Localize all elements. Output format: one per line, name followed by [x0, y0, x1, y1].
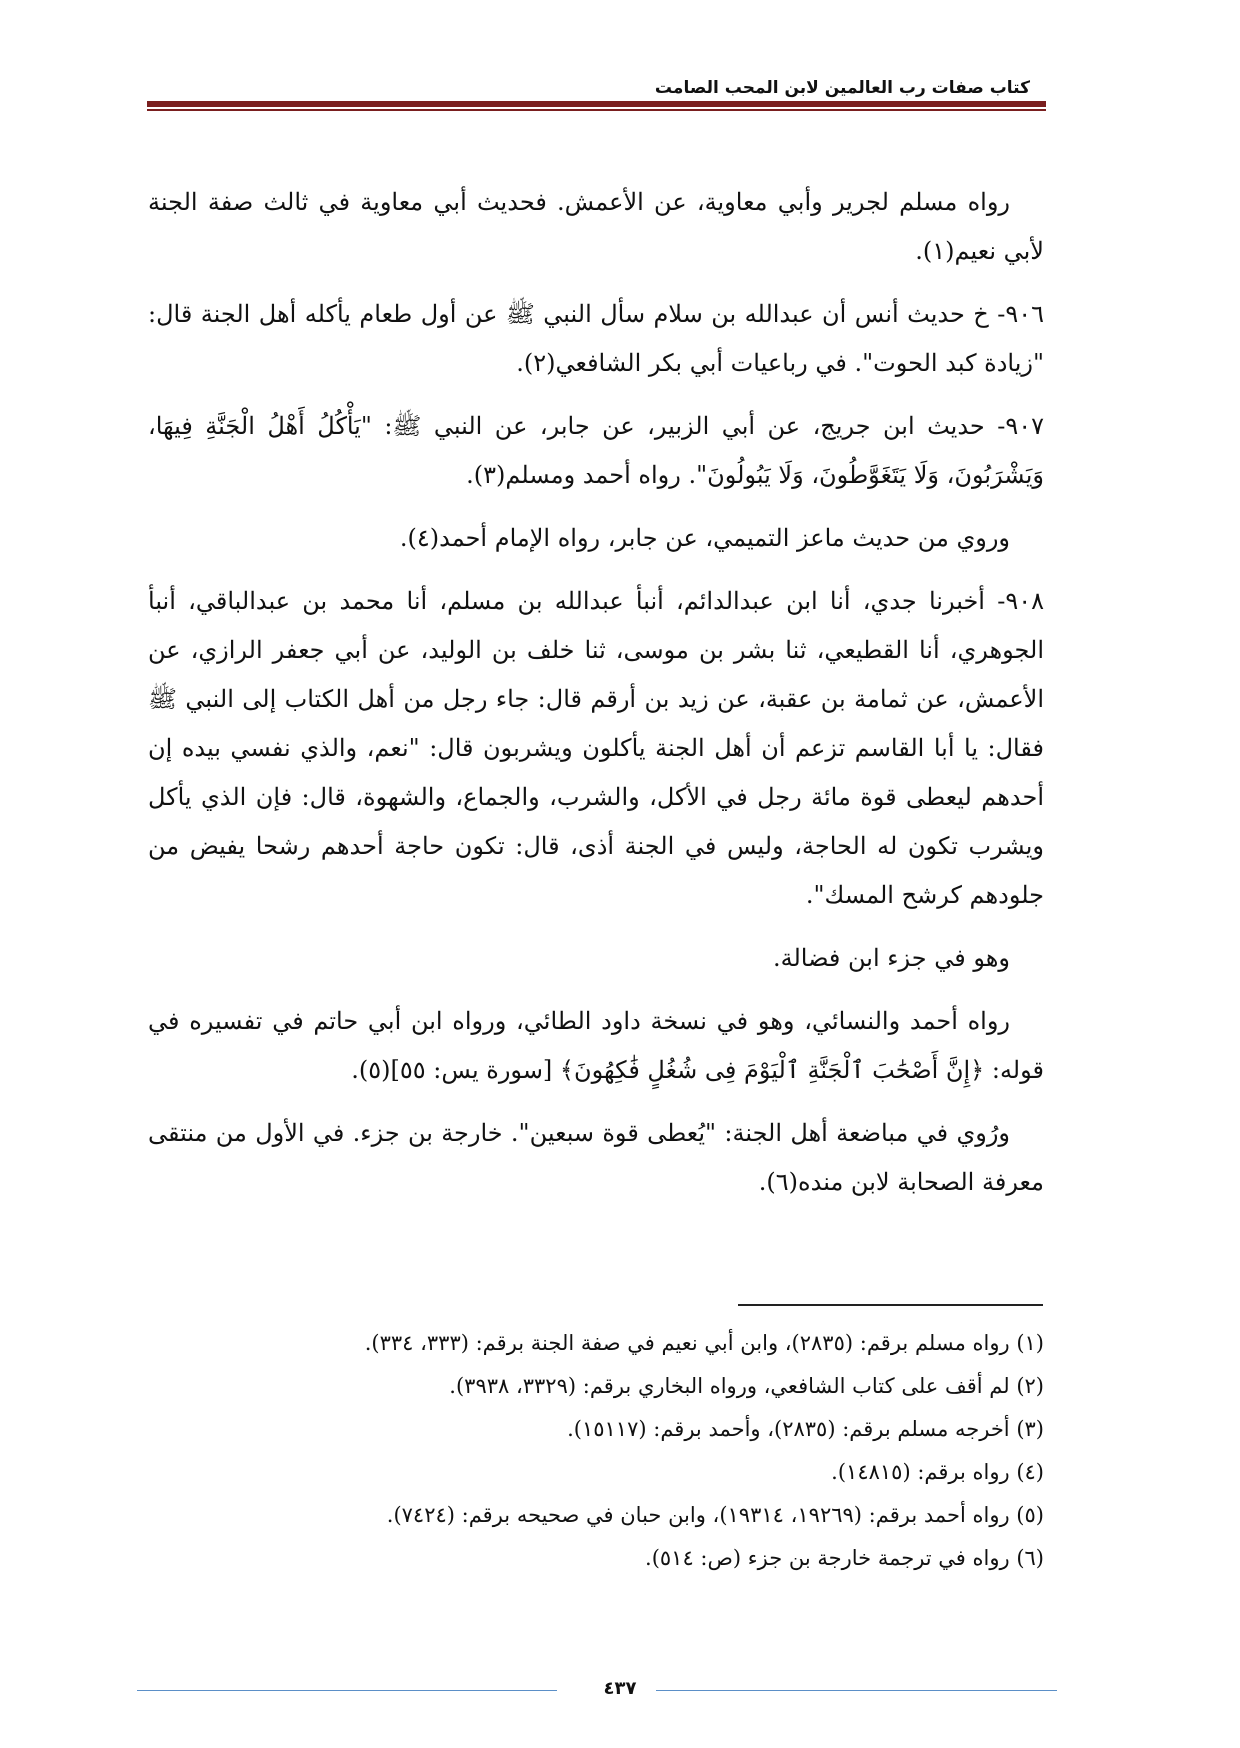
footer-rule-left	[137, 1690, 557, 1691]
footnote: (٦) رواه في ترجمة خارجة بن جزء (ص: ٥١٤).	[645, 1546, 1044, 1570]
footnotes-section	[184, 1322, 1044, 1580]
paragraph: ٩٠٦- خ حديث أنس أن عبدالله بن سلام سأل النبي ﷺ عن أول طعام يأكله أهل الجنة قال: "زيادة كبد الحوت". في رباعيات أبي بكر الشافعي(٢).	[148, 300, 1044, 377]
footnote: (٢) لم أقف على كتاب الشافعي، ورواه البخاري برقم: (٣٣٢٩، ٣٩٣٨).	[449, 1374, 1044, 1398]
footnote: (٤) رواه برقم: (١٤٨١٥).	[831, 1460, 1044, 1484]
page-number: ٤٣٧	[584, 1678, 656, 1699]
paragraph: ٩٠٧- حديث ابن جريج، عن أبي الزبير، عن جابر، عن النبي ﷺ: "يَأْكُلُ أَهْلُ الْجَنَّةِ فِيهَا، وَيَشْرَبُونَ، وَلَا يَتَغَوَّطُونَ، وَلَا يَبُولُونَ". رواه أحمد ومسلم(٣).	[148, 412, 1044, 489]
footnote: (٣) أخرجه مسلم برقم: (٢٨٣٥)، وأحمد برقم: (١٥١١٧).	[567, 1417, 1044, 1441]
footnote-separator	[738, 1304, 1043, 1306]
paragraph: ورُوي في مباضعة أهل الجنة: "يُعطى قوة سبعين". خارجة بن جزء. في الأول من منتقى معرفة الصحابة لابن منده(٦).	[148, 1119, 1044, 1196]
paragraph: رواه مسلم لجرير وأبي معاوية، عن الأعمش. فحديث أبي معاوية في ثالث صفة الجنة لأبي نعيم(١).	[148, 188, 1044, 265]
main-text-body	[148, 178, 1044, 1221]
paragraph: وهو في جزء ابن فضالة.	[772, 944, 1010, 972]
paragraph: وروي من حديث ماعز التميمي، عن جابر، رواه الإمام أحمد(٤).	[399, 524, 1010, 552]
footnote: (٥) رواه أحمد برقم: (١٩٢٦٩، ١٩٣١٤)، وابن حبان في صحيحه برقم: (٧٤٢٤).	[386, 1503, 1044, 1527]
header-rule-thick	[147, 101, 1046, 107]
footer-rule-right	[637, 1690, 1057, 1691]
paragraph: رواه أحمد والنسائي، وهو في نسخة داود الطائي، ورواه ابن أبي حاتم في تفسيره في قوله: ﴿إِنَّ أَصْحَٰبَ ٱلْجَنَّةِ ٱلْيَوْمَ فِى شُغُلٍ فَٰكِهُونَ﴾ [سورة يس: ٥٥](٥).	[148, 1007, 1044, 1084]
footnote: (١) رواه مسلم برقم: (٢٨٣٥)، وابن أبي نعيم في صفة الجنة برقم: (٣٣٣، ٣٣٤).	[364, 1331, 1044, 1355]
running-header-title: كتاب صفات رب العالمين لابن المحب الصامت	[654, 78, 1030, 98]
paragraph: ٩٠٨- أخبرنا جدي، أنا ابن عبدالدائم، أنبأ عبدالله بن مسلم، أنا محمد بن عبدالباقي، أنبأ الجوهري، أنا القطيعي، ثنا بشر بن موسى، ثنا خلف بن الوليد، عن أبي جعفر الرازي، عن الأعمش، عن ثمامة بن عقبة، عن زيد بن أرقم قال: جاء رجل من أهل الكتاب إلى النبي ﷺ فقال: يا أبا القاسم تزعم أن أهل الجنة يأكلون ويشربون قال: "نعم، والذي نفسي بيده إن أحدهم ليعطى قوة مائة رجل في الأكل، والشرب، والجماع، والشهوة، قال: فإن الذي يأكل ويشرب تكون له الحاجة، وليس في الجنة أذى، قال: تكون حاجة أحدهم رشحا يفيض من جلودهم كرشح المسك".	[148, 587, 1044, 909]
header-rule-thin	[147, 109, 1046, 111]
